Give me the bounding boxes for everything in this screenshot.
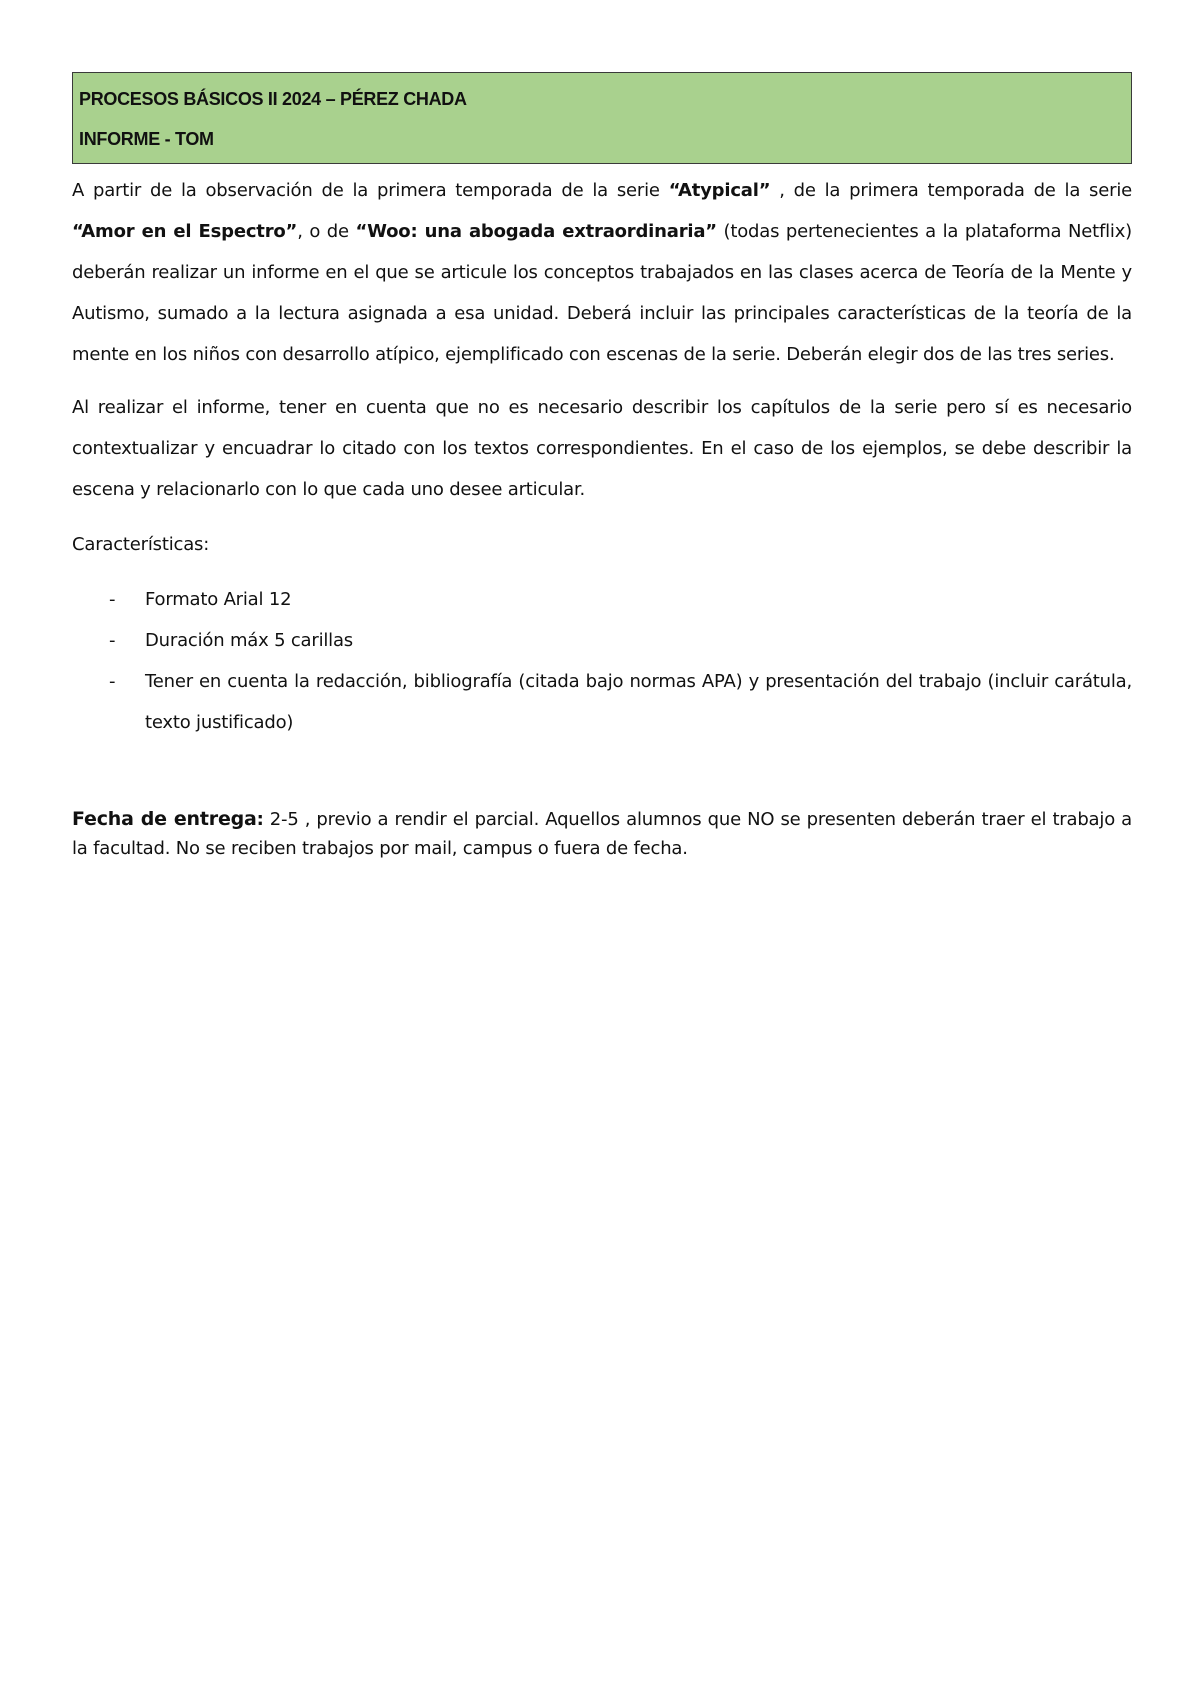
dash-bullet: - [109,589,116,610]
intro-text-4: (todas pertenecientes a la plataforma Netflix) deberán realizar un informe en el que se articule los conceptos trabajados en las clases acerca de Teoría de la Mente y Autismo, sumado a la lectura asignada a esa unidad. Deberá incluir las principales características de la teoría de la mente en los niños con desarrollo atípico, ejemplificado con escenas de la serie. Deberán elegir dos de las tres series. [72,221,1132,365]
dash-bullet: - [109,671,116,692]
deadline-text: 2-5 , previo a rendir el parcial. Aquellos alumnos que NO se presenten deberán traer el trabajo a la facultad. No se reciben trabajos por mail, campus o fuera de fecha. [72,809,1132,859]
assignment-title: INFORME - TOM [79,129,214,149]
instructions-paragraph: Al realizar el informe, tener en cuenta que no es necesario describir los capítulos de la serie pero sí es necesario contextualizar y encuadrar lo citado con los textos correspondientes. En el caso de los ejemplos, se debe describir la escena y relacionarlo con lo que cada uno desee articular. [72,397,1132,500]
series-woo: “Woo: una abogada extraordinaria” [355,221,717,242]
list-item-text: Formato Arial 12 [145,589,292,610]
list-item-text: Duración máx 5 carillas [145,630,353,651]
series-amor-espectro: “Amor en el Espectro” [72,221,298,242]
list-item [72,620,1132,661]
deadline-colon: : [256,809,264,830]
dash-bullet: - [109,630,116,651]
list-item-text: Tener en cuenta la redacción, bibliografía (citada bajo normas APA) y presentación del trabajo (incluir carátula, texto justificado) [145,671,1132,733]
intro-text-2: , de la primera temporada de la serie [770,180,1132,201]
deadline-label: Fecha de entrega [72,808,257,830]
characteristics-list [72,579,1132,743]
intro-text-3: , o de [297,221,356,242]
course-title: PROCESOS BÁSICOS II 2024 – PÉREZ CHADA [79,89,467,109]
list-item [72,661,1132,743]
header-box [72,72,1132,164]
list-item [72,579,1132,620]
document-page [72,72,1132,881]
intro-text-1: A partir de la observación de la primera temporada de la serie [72,180,669,201]
deadline-paragraph [72,805,1132,863]
characteristics-label: Características: [72,534,210,555]
series-atypical: “Atypical” [668,180,771,201]
intro-paragraph [72,170,1132,375]
